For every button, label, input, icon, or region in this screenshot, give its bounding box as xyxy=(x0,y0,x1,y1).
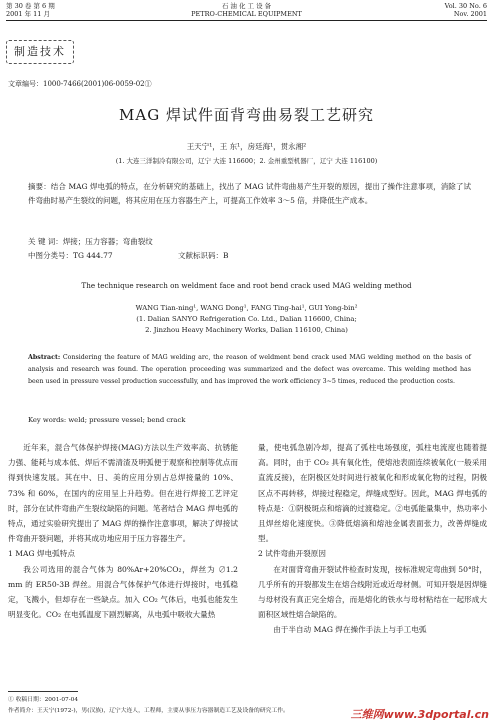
paragraph: 量，使电弧急剧冷却，提高了弧柱电场强度，弧柱电流度也随着提高。同时，由于 CO₂ 具有氧化性，使熔池表面连续被氧化(一般采用直流反接)，在阴极区处时间进行被氧化和形成氧化物的过程，阴极区点不再转移，焊接过程稳定，焊缝成型好。因此，MAG 焊电弧的特点是：①阴极斑点和熔滴的过渡稳定。②电弧能量集中，热功率小且焊丝熔化速度快。③降低熔滴和熔池金属表面张力，改善焊缝成型。 xyxy=(258,443,487,544)
author-block-en xyxy=(0,303,493,336)
footnote-received: ① 收稿日期：2001-07-04 xyxy=(8,697,79,703)
abstract-en xyxy=(28,352,471,388)
classification-number: 中图分类号：TG 444.77 xyxy=(28,251,113,260)
header-rule xyxy=(6,20,487,21)
abstract-en-text: Considering the feature of MAG welding arc, the reason of weldment bend crack used MAG welding method on the basis of analysis and research was found. The operation proceeding was summarized and the defect was overcame. This welding method has been used in pressure vessel production successfully, and has improved the work efficiency 3~5 times, reduced the production costs. xyxy=(28,354,471,385)
author-list-en: WANG Tian-ning¹, WANG Dong¹, FANG Ting-hai¹, GUI Yong-bin² xyxy=(135,304,358,312)
paper-title: MAG 焊试件面背弯曲易裂工艺研究 xyxy=(119,106,374,124)
keywords-en: Key words: weld; pressure vessel; bend crack xyxy=(28,416,186,424)
paragraph: 由于半自动 MAG 焊在操作手法上与手工电弧 xyxy=(273,625,427,635)
section-label: 制造技术 xyxy=(6,40,74,64)
abstract-cn-label: 摘要： xyxy=(28,182,51,191)
paper-title-en: The technique research on weldment face and root bend crack used MAG welding method xyxy=(81,281,412,290)
paragraph: 我公司选用的混合气体为 80%Ar+20%CO₂，焊丝为 ∅1.2 mm 的 ER50-3B 焊丝。用混合气体保护气体进行焊接时，电弧稳定，飞溅小，但却存在一些缺点。加入 CO₂ 气体后，电弧也能发生明显变化。CO₂ 在电弧温度下剧烈解离，从电弧中吸收大量热 xyxy=(8,564,238,620)
section-heading: 2 试件弯曲开裂原因 xyxy=(258,549,326,559)
affiliation-en-2: 2. Jinzhou Heavy Machinery Works, Dalian 116100, China) xyxy=(145,326,348,334)
affiliations: (1. 大连三洋制冷有限公司，辽宁 大连 116600；2. 金州重型机器厂，辽宁 大连 116100) xyxy=(115,157,378,165)
paragraph: 近年来，混合气体保护焊接(MAG)方法以生产效率高、抗锈能力强、能耗与成本低、焊后不需清渣及明弧便于观察和控制等优点而得到快速发展。其在中、日、美的应用分别占总焊接量的 10%、73% 和 60%，在国内的应用呈上升趋势。但在进行焊接工艺评定时，部分在试件弯曲产生裂纹缺陷的问题。笔者结合 MAG 焊电弧的特点，通过实验研究提出了 MAG 焊的操作注意事项，解决了焊接试件弯曲开裂问题，并将其成功地应用于压力容器生产。 xyxy=(8,443,238,544)
document-code: 文献标识码：B xyxy=(178,251,229,260)
document-number: 文章编号：1000-7466(2001)06-0059-02① xyxy=(8,80,152,88)
footnote-author-bio: 作者简介：王天宁(1972-)，男(汉族)，辽宁大连人，工程师，主要从事压力容器制造工艺及设备的研究工作。 xyxy=(8,708,289,714)
body-column-right xyxy=(258,440,487,638)
section-heading: 1 MAG 焊电弧特点 xyxy=(8,549,75,559)
abstract-en-label: Abstract: xyxy=(28,354,61,361)
journal-header xyxy=(6,2,487,22)
header-center xyxy=(6,2,487,18)
abstract-cn xyxy=(28,180,471,208)
watermark-logo: 三维网www.3dportal.cn xyxy=(350,708,489,721)
volume-issue: 第 30 卷 第 6 期 xyxy=(6,2,55,10)
abstract-cn-text: 结合 MAG 焊电弧的特点，在分析研究的基础上，找出了 MAG 试件弯曲易产生开裂的原因，提出了操作注意事项，消除了试件弯曲时易产生裂纹的问题，将其应用在压力容器生产上，可提高工作效率 3～5 倍，并降低生产成本。 xyxy=(28,182,471,205)
paragraph: 在对面背弯曲开裂试件检查时发现，按标准规定弯曲到 50°时，几乎所有的开裂都发生在熔合线附近或近母材侧。可知开裂是因焊缝与母材没有真正完全熔合，而是熔化的铁水与母材粘结在一起形成大面积区域性熔合缺陷的。 xyxy=(258,564,487,620)
journal-name-en: PETRO-CHEMICAL EQUIPMENT xyxy=(191,10,302,18)
keywords-cn: 关 键 词：焊接；压力容器；弯曲裂纹 xyxy=(28,237,153,246)
publication-date: 2001 年 11 月 xyxy=(6,10,51,18)
footnote-rule xyxy=(8,691,78,692)
volume-issue-en: Vol. 30 No. 6 xyxy=(444,2,487,10)
author-list: 王天宁¹，王 东¹，房廷海¹，贯永湘² xyxy=(186,142,307,151)
body-column-left xyxy=(8,440,238,622)
journal-name-cn: 石 油 化 工 设 备 xyxy=(221,2,272,10)
classification-line xyxy=(28,250,471,261)
header-right xyxy=(445,2,487,18)
publication-date-en: Nov. 2001 xyxy=(453,10,487,18)
affiliation-en-1: (1. Dalian SANYO Refrigeration Co. Ltd., Dalian 116600, China; xyxy=(136,315,357,323)
